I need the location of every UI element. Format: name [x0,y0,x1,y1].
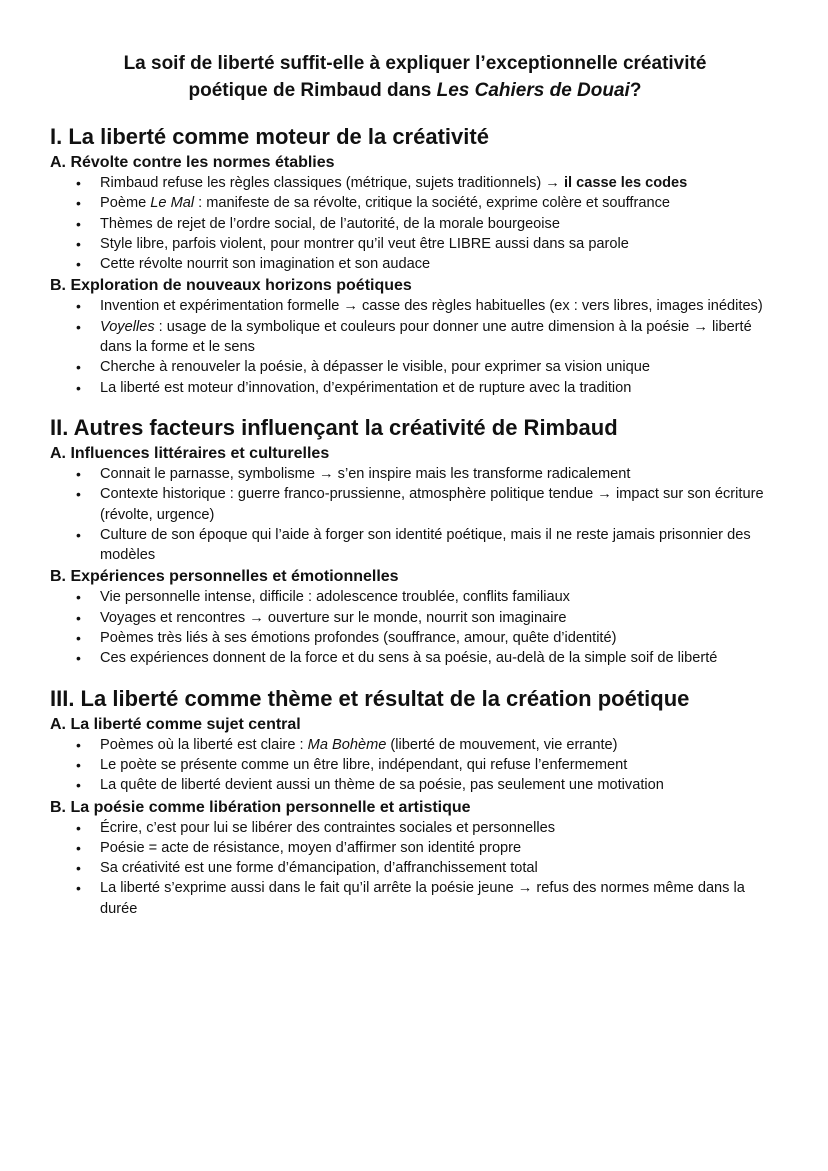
bold-text: il casse les codes [563,175,688,191]
bullet-text: Contexte historique : guerre franco-prussienne, atmosphère politique tendue → impact sur son écriture (révolte, urgence) [100,486,764,523]
list-item [100,628,780,648]
sub-heading: A. Révolte contre les normes établies [50,154,335,171]
bullet-list [50,173,780,274]
bullet-text: Invention et expérimentation formelle → casse des règles habituelles (ex : vers libres, images inédites) [100,298,763,315]
bullet-text: Poèmes très liés à ses émotions profondes (souffrance, amour, quête d’identité) [100,630,617,647]
bullet-list [50,296,780,397]
bullet-text: La liberté s’exprime aussi dans le fait qu’il arrête la poésie jeune → refus des normes même dans la durée [100,880,745,917]
sub-heading: B. La poésie comme libération personnelle et artistique [50,798,471,816]
bullet-list [50,464,780,565]
bullet-text: Vie personnelle intense, difficile : adolescence troublée, conflits familiaux [100,589,570,606]
title-line-2-italic: Les Cahiers de Douai [436,80,630,101]
bullet-text: Le poète se présente comme un être libre, indépendant, qui refuse l’enfermement [100,756,628,773]
list-item [100,775,780,795]
bullet-text: Style libre, parfois violent, pour montrer qu’il veut être LIBRE aussi dans sa parole [100,235,629,252]
bullet-text: Ces expériences donnent de la force et du sens à sa poésie, au-delà de la simple soif de liberté [100,650,718,667]
list-item [100,254,780,274]
part-section [50,686,780,919]
bullet-text: Voyages et rencontres → ouverture sur le monde, nourrit son imaginaire [100,609,567,626]
bullet-text: Culture de son époque qui l’aide à forger son identité poétique, mais il ne reste jamais prisonnier des modèles [100,526,751,564]
list-item [100,234,780,254]
list-item [100,755,780,775]
bullet-text: (liberté de mouvement, vie errante) [386,736,618,753]
title-line-1: La soif de liberté suffit-elle à expliquer l’exceptionnelle créativité [123,53,707,74]
bullet-text: Connait le parnasse, symbolisme → s’en inspire mais les transforme radicalement [100,465,631,482]
bullet-text: La liberté est moteur d’innovation, d’expérimentation et de rupture avec la tradition [100,379,632,396]
sub-heading: B. Exploration de nouveaux horizons poétiques [50,277,412,295]
list-item [100,317,780,358]
list-item [100,378,780,398]
list-item [100,878,780,919]
title-line-2-suffix: ? [629,80,642,101]
italic-text: Ma Bohème [307,736,387,753]
list-item [100,173,780,193]
part-heading: I. La liberté comme moteur de la créativité [50,124,489,149]
part-heading: III. La liberté comme thème et résultat de la création poétique [50,685,690,711]
bullet-text: Poème [100,195,151,212]
list-item [100,818,780,838]
bullet-text: La quête de liberté devient aussi un thème de sa poésie, pas seulement une motivation [100,777,664,794]
part-section [50,124,780,398]
part-section [50,415,780,669]
bullet-text: : usage de la symbolique et couleurs pour donner une autre dimension à la poésie → liberté dans la forme et le sens [100,318,752,356]
list-item [100,648,780,668]
bullet-text: Rimbaud refuse les règles classiques (métrique, sujets traditionnels) → [100,175,564,191]
bullet-text: Poésie = acte de résistance, moyen d’affirmer son identité propre [100,839,522,856]
bullet-list [50,735,780,796]
sub-heading: A. Influences littéraires et culturelles [50,444,330,462]
document-body [50,124,780,919]
bullet-list [50,587,780,668]
italic-text: Le Mal [150,195,195,212]
bullet-text: Cherche à renouveler la poésie, à dépasser le visible, pour exprimer sa vision unique [100,359,651,376]
bullet-text: Poèmes où la liberté est claire : [100,736,308,753]
bullet-text: Écrire, c’est pour lui se libérer des contraintes sociales et personnelles [100,819,556,836]
list-item [100,608,780,628]
bullet-text: Sa créativité est une forme d’émancipation, d’affranchissement total [100,860,538,877]
italic-text: Voyelles [100,318,155,335]
bullet-text: Cette révolte nourrit son imagination et son audace [100,256,431,273]
list-item [100,587,780,607]
list-item [100,296,780,316]
list-item [100,858,780,878]
list-item [100,838,780,858]
list-item [100,357,780,377]
document-title [50,50,780,104]
sub-heading: B. Expériences personnelles et émotionnelles [50,568,399,586]
bullet-text: : manifeste de sa révolte, critique la société, exprime colère et souffrance [194,195,670,212]
list-item [100,214,780,234]
list-item [100,193,780,213]
list-item [100,484,780,525]
title-line-2-prefix: poétique de Rimbaud dans [188,80,437,101]
bullet-text: Thèmes de rejet de l’ordre social, de l’autorité, de la morale bourgeoise [100,215,560,232]
part-heading: II. Autres facteurs influençant la créativité de Rimbaud [50,414,618,440]
sub-heading: A. La liberté comme sujet central [50,715,301,733]
list-item [100,464,780,484]
bullet-list [50,818,780,919]
list-item [100,525,780,566]
list-item [100,735,780,755]
